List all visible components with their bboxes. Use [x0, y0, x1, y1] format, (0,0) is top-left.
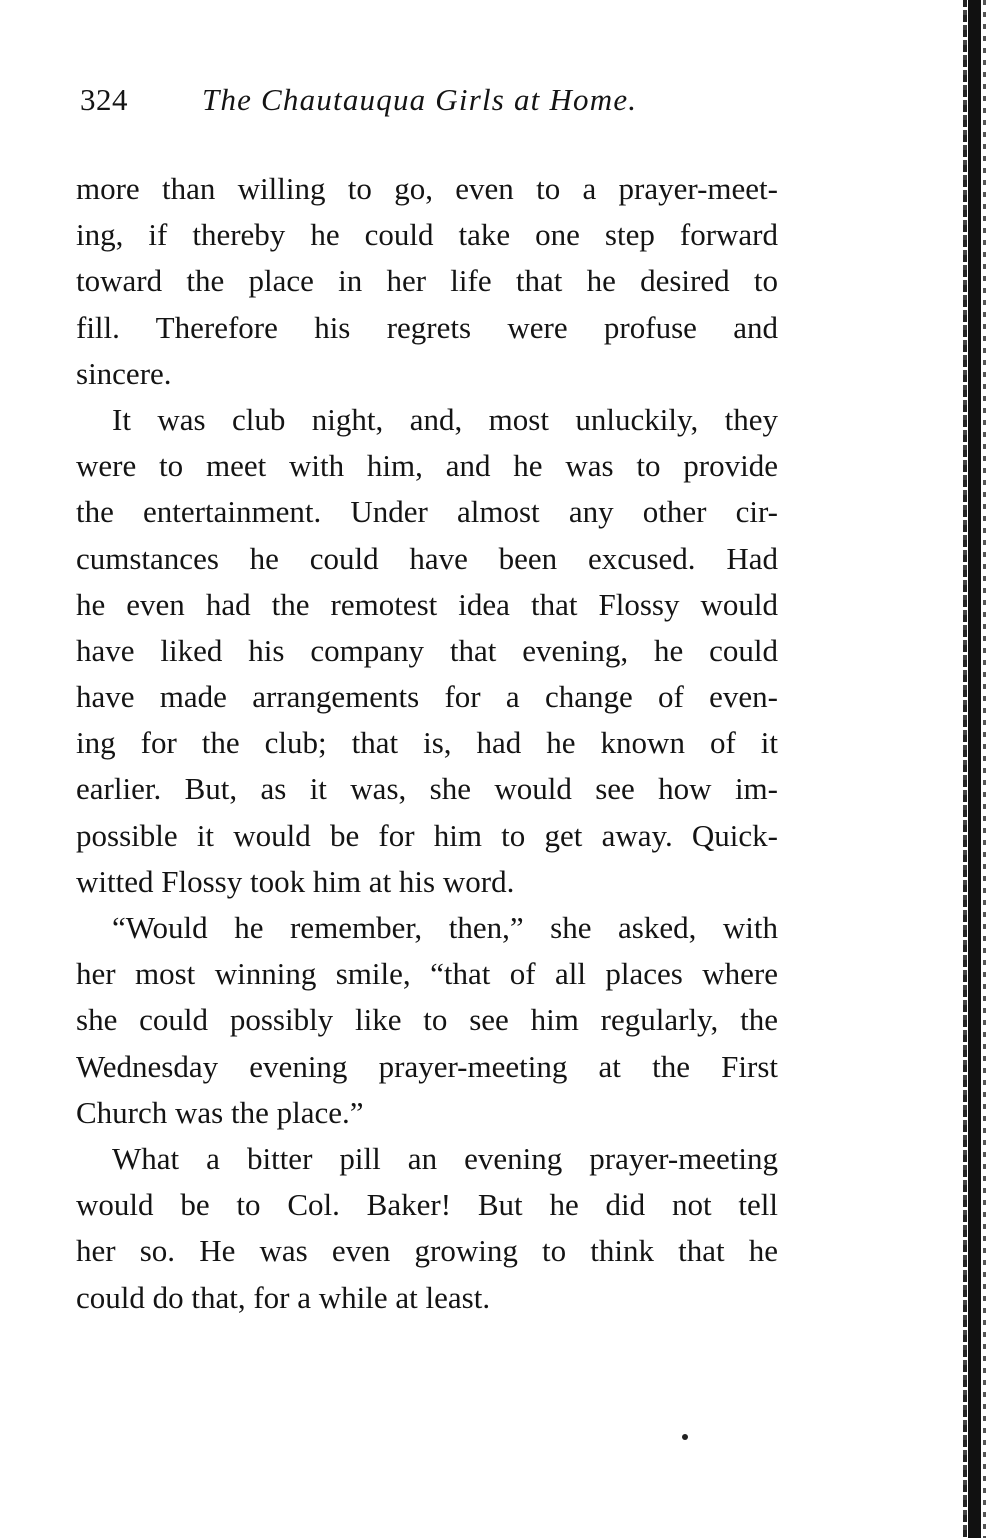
- text-line: possible it would be for him to get away. Quick-: [76, 817, 778, 853]
- text-line: could do that, for a while at least.: [76, 1279, 491, 1315]
- scan-binding-edge: [960, 0, 1000, 1538]
- text-line: have liked his company that evening, he could: [76, 632, 778, 668]
- text-line: he even had the remotest idea that Flossy would: [76, 586, 778, 622]
- scan-edge-bar: [968, 0, 981, 1538]
- ink-speck: [682, 1434, 688, 1440]
- text-line: toward the place in her life that he desired to: [76, 263, 778, 299]
- paragraph: [76, 397, 778, 905]
- paragraph: [76, 1136, 778, 1321]
- text-line: would be to Col. Baker! But he did not tell: [76, 1187, 778, 1223]
- text-line: Wednesday evening prayer-meeting at the First: [76, 1048, 778, 1084]
- text-line: ing for the club; that is, had he known of it: [76, 725, 778, 761]
- page-number: 324: [80, 82, 128, 117]
- text-line: Church was the place.”: [76, 1094, 364, 1130]
- scan-edge-stripe: [983, 0, 986, 1538]
- text-line: more than willing to go, even to a prayer-meet-: [76, 171, 778, 206]
- text-line: cumstances he could have been excused. Had: [76, 540, 778, 576]
- text-line: have made arrangements for a change of even-: [76, 679, 778, 715]
- text-line: earlier. But, as it was, she would see how im-: [76, 771, 778, 807]
- text-line: ing, if thereby he could take one step forward: [76, 217, 778, 253]
- text-line: What a bitter pill an evening prayer-meeting: [112, 1140, 778, 1176]
- running-title: The Chautauqua Girls at Home.: [202, 82, 638, 117]
- text-line: her so. He was even growing to think that he: [76, 1233, 778, 1269]
- paragraph: [76, 166, 778, 397]
- text-line: sincere.: [76, 355, 172, 391]
- text-line: she could possibly like to see him regularly, the: [76, 1002, 778, 1038]
- text-line: the entertainment. Under almost any other cir-: [76, 494, 778, 530]
- body-text: [76, 166, 778, 1321]
- paragraph: [76, 905, 778, 1136]
- text-line: witted Flossy took him at his word.: [76, 863, 515, 899]
- text-line: were to meet with him, and he was to provide: [76, 448, 778, 484]
- scan-edge-stripe: [963, 0, 967, 1538]
- text-line: “Would he remember, then,” she asked, with: [112, 910, 778, 945]
- page-header: [80, 82, 700, 130]
- text-line: It was club night, and, most unluckily, they: [112, 401, 778, 437]
- text-line: her most winning smile, “that of all places where: [76, 956, 778, 992]
- text-line: fill. Therefore his regrets were profuse and: [76, 309, 778, 345]
